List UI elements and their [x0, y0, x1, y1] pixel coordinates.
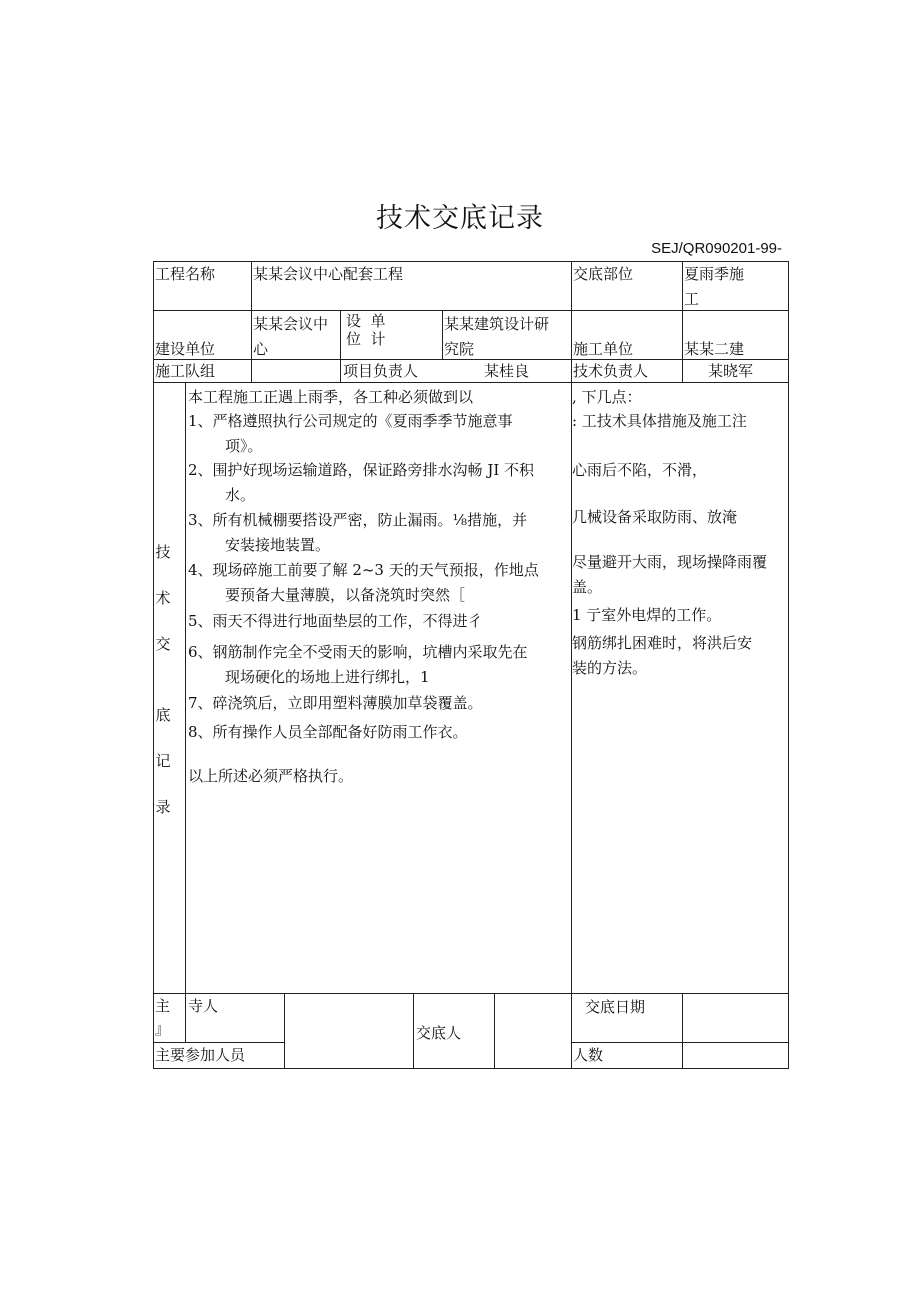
- design-unit-label-line2: 位 计: [346, 330, 386, 348]
- record-line: 安装接地装置。: [225, 536, 331, 554]
- record-line-right: , 下几点：: [572, 388, 642, 406]
- project-name-label: 工程名称: [155, 265, 216, 283]
- headcount-label: 人数: [573, 1046, 604, 1064]
- host-label-char1: 主: [155, 997, 171, 1015]
- record-line-right: : 工技术具体措施及施工注: [572, 412, 747, 430]
- record-line: 水。: [225, 486, 256, 504]
- project-manager-value: 某桂良: [484, 362, 530, 380]
- side-label-char: 录: [155, 798, 171, 816]
- page-title: 技术交底记录: [376, 203, 544, 234]
- host-label-text: 寺人: [188, 997, 219, 1015]
- record-line: 本工程施工正遇上雨季，各工种必须做到以: [188, 388, 474, 406]
- record-line: 2、围护好现场运输道路，保证路旁排水沟畅 JI 不积: [188, 461, 535, 479]
- project-name-value: 某某会议中心配套工程: [253, 265, 404, 283]
- participants-label: 主要参加人员: [155, 1046, 246, 1064]
- record-line-right: 装的方法。: [572, 659, 648, 677]
- record-line: 项》。: [225, 437, 263, 455]
- record-line-right: 尽量避开大雨，现场操降雨覆: [572, 553, 768, 571]
- record-line: 1、严格遵照执行公司规定的《夏雨季季节施意事: [188, 412, 513, 430]
- record-line: 5、雨天不得进行地面垫层的工作，不得进彳: [188, 612, 483, 630]
- design-unit-value-line2: 究院: [444, 340, 475, 358]
- record-line: 6、钢筋制作完全不受雨天的影响，坑槽内采取先在: [188, 643, 528, 661]
- side-label-char: 交: [155, 635, 171, 653]
- host-label-char2: 』: [155, 1020, 171, 1038]
- side-label-char: 底: [155, 706, 171, 724]
- team-label: 施工队组: [155, 362, 216, 380]
- tech-lead-label: 技术负责人: [573, 362, 649, 380]
- contractor-label: 施工单位: [573, 340, 634, 358]
- owner-label: 建设单位: [155, 340, 216, 358]
- side-label-char: 术: [155, 589, 171, 607]
- record-line: 以上所述必须严格执行。: [188, 767, 354, 785]
- owner-value-line1: 某某会议中: [253, 315, 329, 333]
- record-line-right: 盖。: [572, 578, 603, 596]
- location-label: 交底部位: [573, 265, 634, 283]
- project-manager-label: 项目负责人: [343, 362, 419, 380]
- record-line: 8、所有操作人员全部配备好防雨工作衣。: [188, 723, 468, 741]
- briefer-label: 交底人: [416, 1024, 462, 1042]
- record-line: 现场硬化的场地上进行绑扎，1: [225, 668, 430, 686]
- record-line: 3、所有机械棚要搭设严密，防止漏雨。⅛措施，并: [188, 511, 528, 529]
- record-line: 7、碎浇筑后，立即用塑料薄膜加草袋覆盖。: [188, 694, 483, 712]
- contractor-value: 某某二建: [684, 340, 745, 358]
- record-line-right: 心雨后不陷，不滑，: [572, 461, 708, 479]
- document-number: SEJ/QR090201-99-: [651, 240, 782, 257]
- record-line-right: 几械设备采取防雨、放淹: [572, 508, 738, 526]
- location-value-line1: 夏雨季施: [684, 265, 745, 283]
- side-label-char: 记: [155, 752, 171, 770]
- owner-value-line2: 心: [253, 340, 269, 358]
- briefing-date-label: 交底日期: [585, 998, 646, 1016]
- side-label-char: 技: [155, 543, 171, 561]
- record-line: 要预备大量薄膜，以备浇筑时突然［: [225, 586, 466, 604]
- design-unit-label-line1: 设 单: [346, 312, 386, 330]
- record-line-right: 1 亍室外电焊的工作。: [572, 606, 722, 624]
- tech-lead-value: 某晓军: [708, 362, 754, 380]
- record-line-right: 钢筋绑扎困难时，将洪后安: [572, 634, 753, 652]
- record-line: 4、现场碎施工前要了解 2~3 天的天气预报，作地点: [188, 561, 539, 579]
- location-value-line2: 工: [684, 290, 700, 308]
- design-unit-value-line1: 某某建筑设计研: [444, 315, 550, 333]
